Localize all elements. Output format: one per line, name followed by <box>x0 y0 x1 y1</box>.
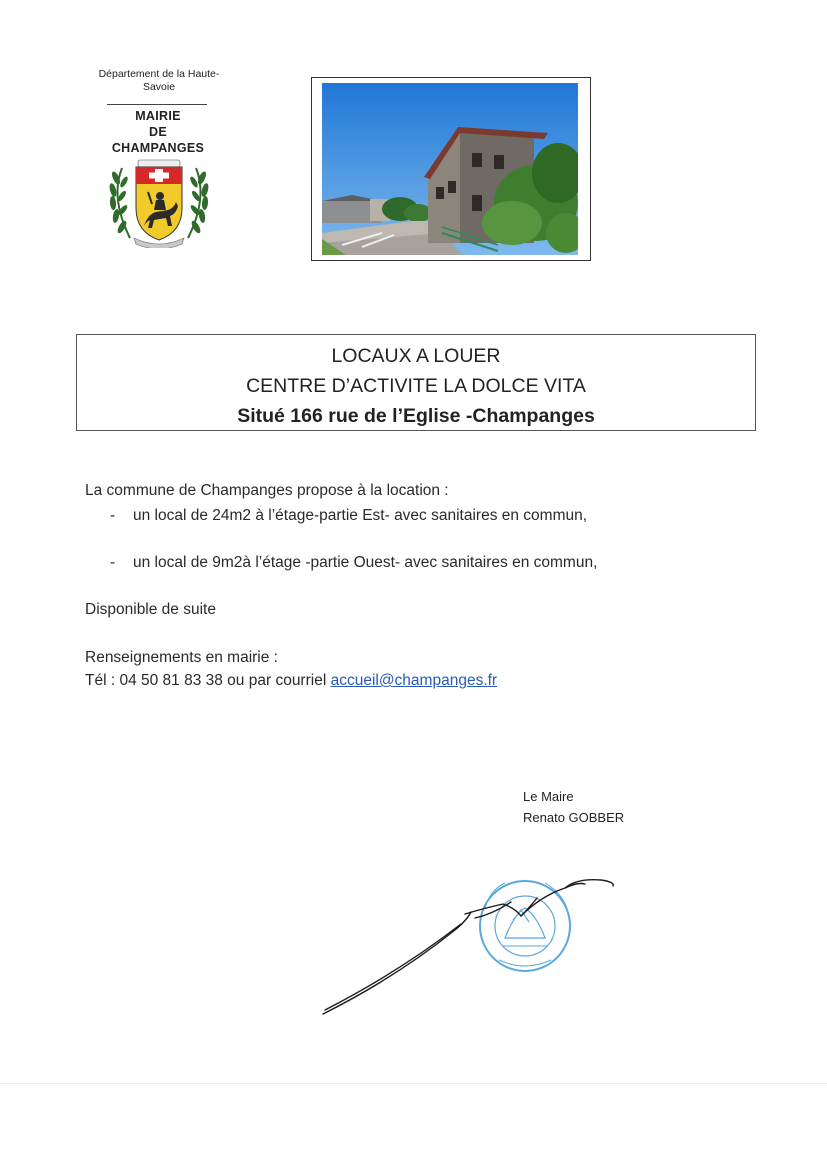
signatory-role: Le Maire <box>523 789 574 804</box>
list-item-1: un local de 24m2 à l’étage-partie Est- avec sanitaires en commun, <box>133 507 588 524</box>
handwritten-signature-icon <box>323 880 613 1014</box>
title-line-2: CENTRE D’ACTIVITE LA DOLCE VITA <box>246 375 586 397</box>
department-name: Département de la Haute-Savoie <box>98 68 220 93</box>
email-link[interactable]: accueil@champanges.fr <box>330 672 498 689</box>
contact-line <box>85 670 497 692</box>
building-photo <box>322 83 578 255</box>
header-divider <box>107 104 207 105</box>
signatory-name: Renato GOBBER <box>523 810 625 825</box>
mairie-line-2: DE <box>149 125 167 139</box>
laurel-right-icon <box>188 168 210 238</box>
intro-text: La commune de Champanges propose à la location : <box>85 482 449 499</box>
mairie-title <box>96 108 220 156</box>
signature-stamp-area <box>315 868 625 1020</box>
list-item-2: un local de 9m2à l’étage -partie Ouest- avec sanitaires en commun, <box>133 554 598 571</box>
availability-text: Disponible de suite <box>85 601 216 618</box>
title-address: Situé 166 rue de l’Eglise -Champanges <box>237 405 595 427</box>
bullet-marker-2: - <box>110 554 116 571</box>
title-line-1: LOCAUX A LOUER <box>331 345 501 367</box>
contact-phone-text: Tél : 04 50 81 83 38 ou par courriel <box>85 672 331 689</box>
coat-of-arms-icon <box>104 158 214 248</box>
title-box <box>76 334 756 431</box>
laurel-left-icon <box>108 168 130 238</box>
mairie-line-1: MAIRIE <box>135 109 181 123</box>
page-footer-rule <box>0 1083 827 1084</box>
mairie-line-3: CHAMPANGES <box>111 141 205 155</box>
official-stamp-icon <box>480 881 570 971</box>
bullet-marker-1: - <box>110 507 116 524</box>
info-label: Renseignements en mairie : <box>85 649 278 666</box>
